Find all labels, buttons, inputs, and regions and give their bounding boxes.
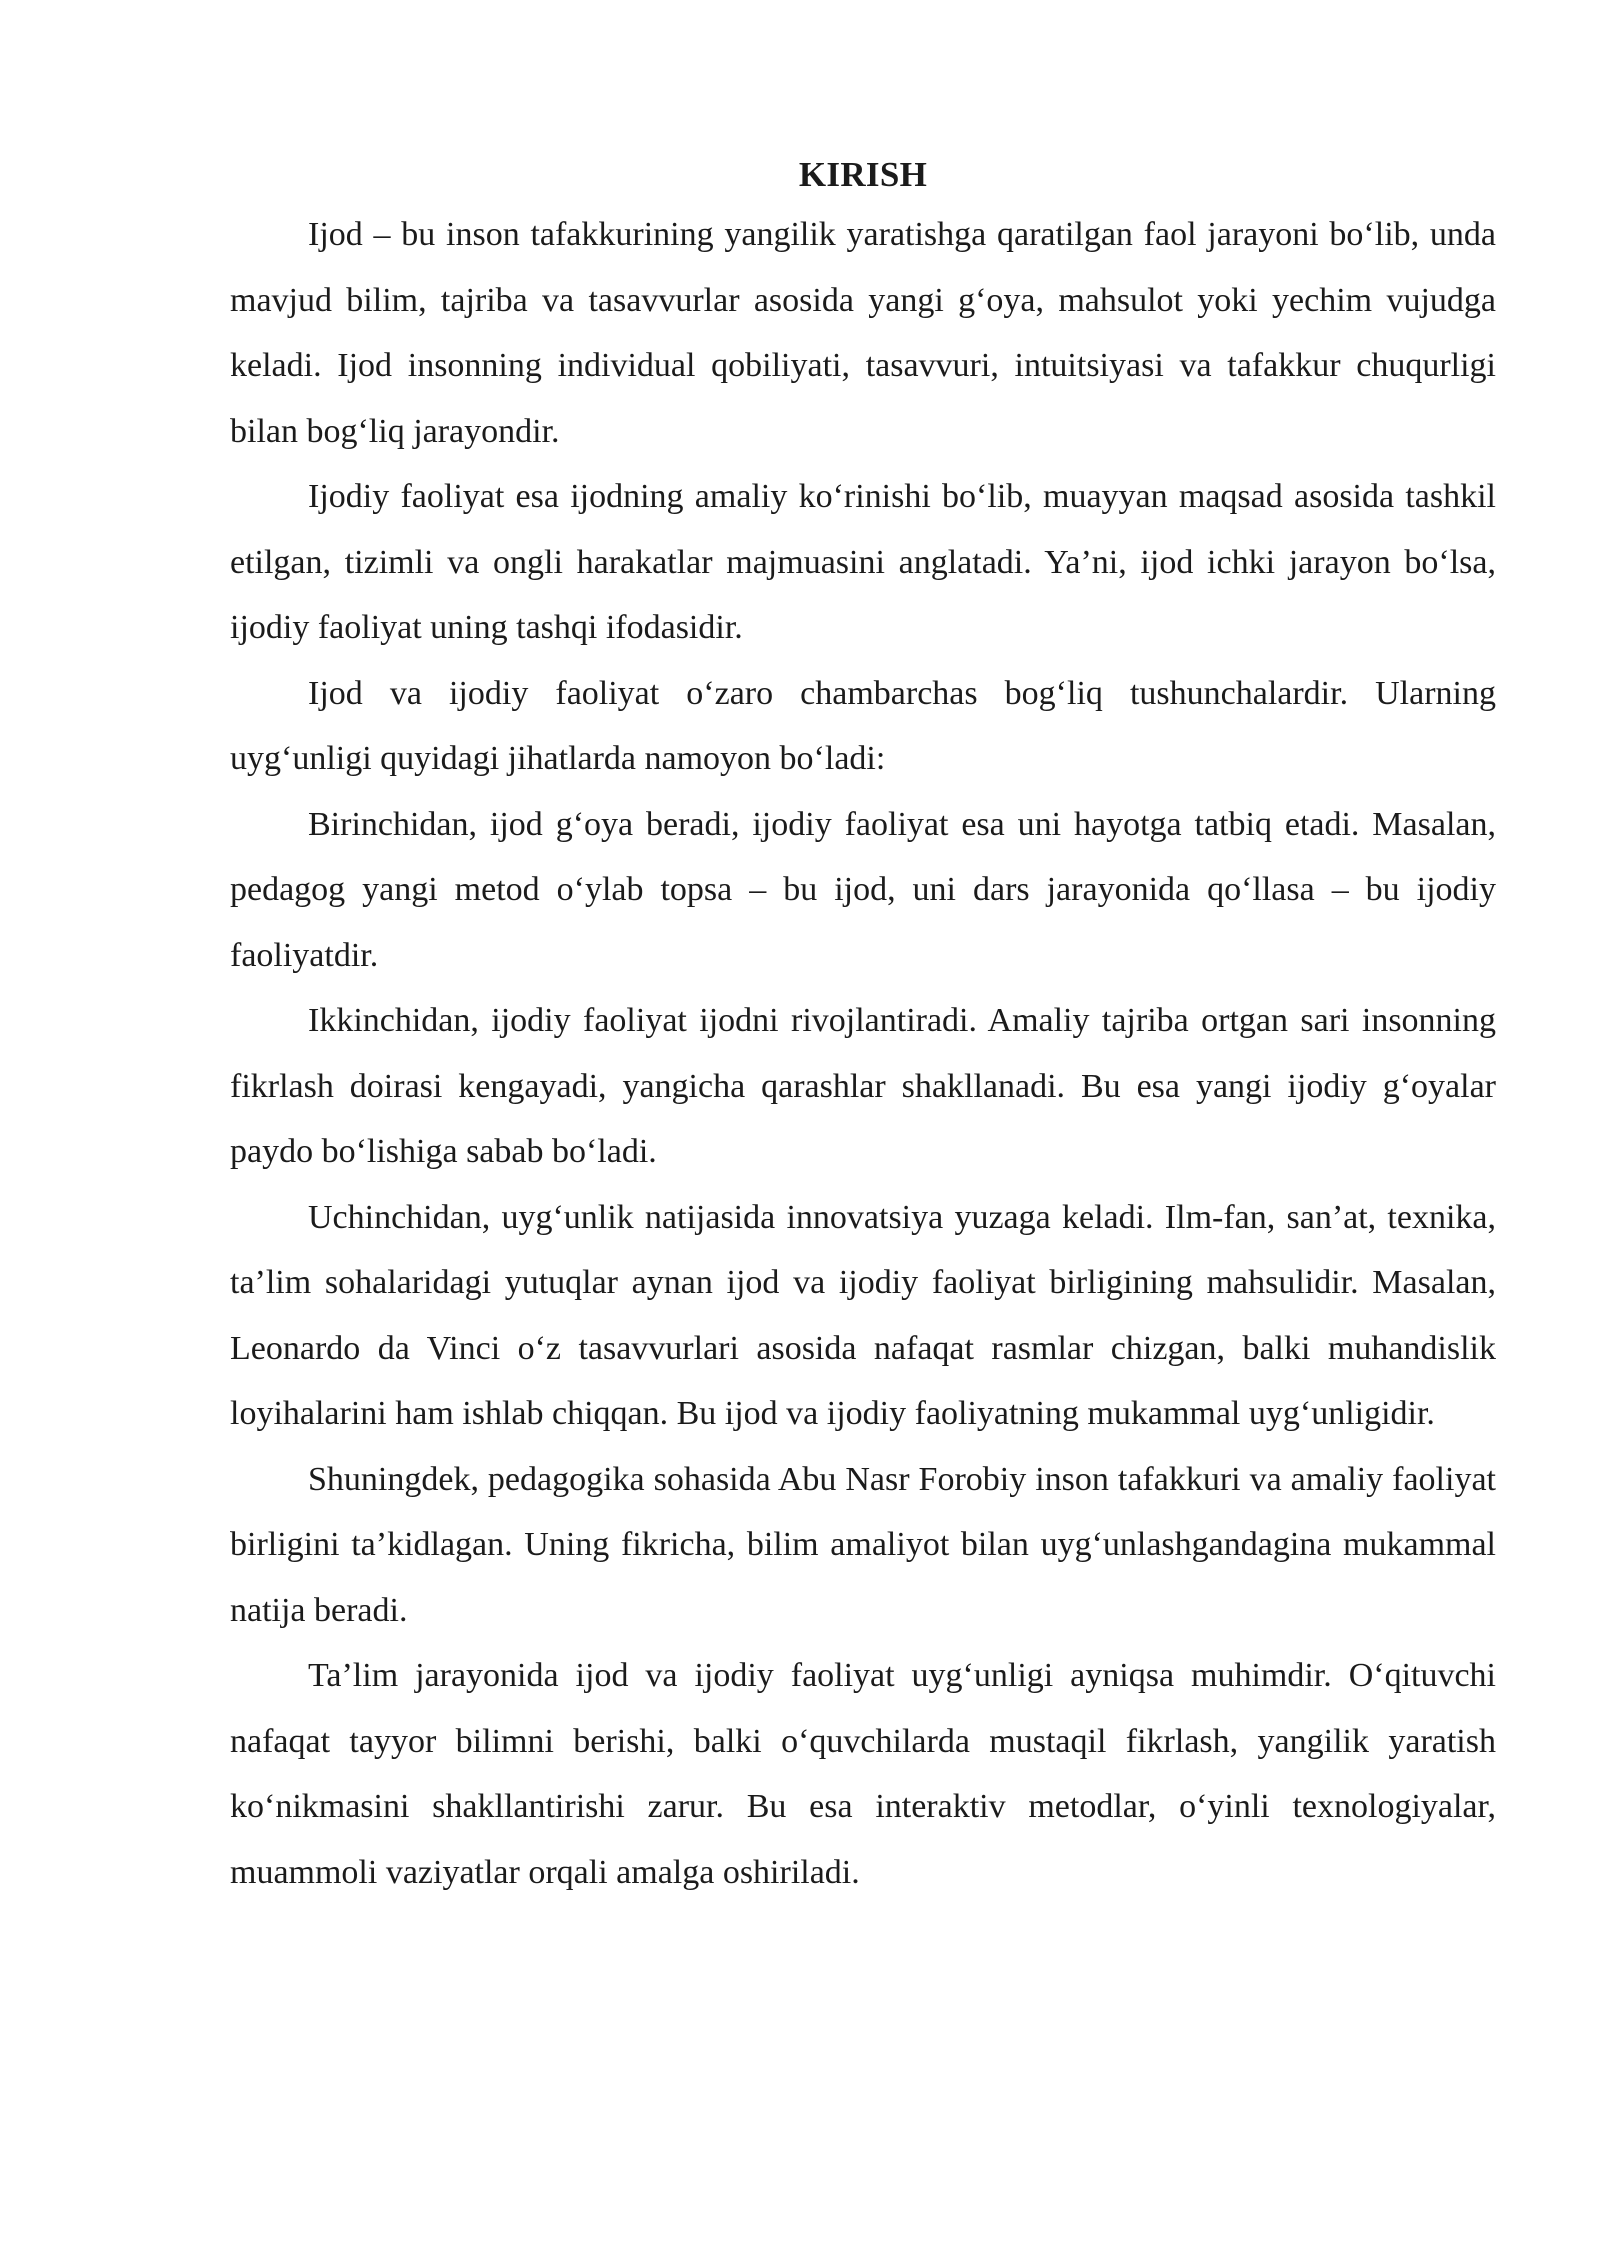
paragraph-ijod-definition: Ijod – bu inson tafakkurining yangilik yaratishga qaratilgan faol jarayoni bo‘lib, unda mavjud bilim, tajriba va tasavvurlar asosida yangi g‘oya, mahsulot yoki yechim vujudga keladi. Ijod insonning individual qobiliyati, tasavvuri, intuitsiyasi va tafakkur chuqurligi bilan bog‘liq jarayondir. xyxy=(230,216,1496,450)
document-body xyxy=(230,148,1496,1905)
document-title: KIRISH xyxy=(798,155,928,194)
paragraph-forobiy: Shuningdek, pedagogika sohasida Abu Nasr Forobiy inson tafakkuri va amaliy faoliyat birligini ta’kidlagan. Uning fikricha, bilim amaliyot bilan uyg‘unlashgandagina mukammal natija beradi. xyxy=(230,1460,1496,1629)
paragraph-third-point: Uchinchidan, uyg‘unlik natijasida innovatsiya yuzaga keladi. Ilm-fan, san’at, texnika, ta’lim sohalaridagi yutuqlar aynan ijod va ijodiy faoliyat birligining mahsulidir. Masalan, Leonardo da Vinci o‘z tasavvurlari asosida nafaqat rasmlar chizgan, balki muhandislik loyihalarini ham ishlab chiqqan. Bu ijod va ijodiy faoliyatning mukammal uyg‘unligidir. xyxy=(230,1198,1496,1432)
paragraph-ijodiy-faoliyat: Ijodiy faoliyat esa ijodning amaliy ko‘rinishi bo‘lib, muayyan maqsad asosida tashkil etilgan, tizimli va ongli harakatlar majmuasini anglatadi. Ya’ni, ijod ichki jarayon bo‘lsa, ijodiy faoliyat uning tashqi ifodasidir. xyxy=(230,478,1496,646)
paragraph-education: Ta’lim jarayonida ijod va ijodiy faoliyat uyg‘unligi ayniqsa muhimdir. O‘qituvchi nafaqat tayyor bilimni berishi, balki o‘quvchilarda mustaqil fikrlash, yangilik yaratish ko‘nikmasini shakllantirishi zarur. Bu esa interaktiv metodlar, o‘yinli texnologiyalar, muammoli vaziyatlar orqali amalga oshiriladi. xyxy=(230,1657,1496,1891)
paragraph-relationship: Ijod va ijodiy faoliyat o‘zaro chambarchas bog‘liq tushunchalardir. Ularning uyg‘unligi quyidagi jihatlarda namoyon bo‘ladi: xyxy=(230,674,1496,777)
paragraph-second-point: Ikkinchidan, ijodiy faoliyat ijodni rivojlantiradi. Amaliy tajriba ortgan sari insonning fikrlash doirasi kengayadi, yangicha qarashlar shakllanadi. Bu esa yangi ijodiy g‘oyalar paydo bo‘lishiga sabab bo‘ladi. xyxy=(230,1002,1496,1170)
paragraph-first-point: Birinchidan, ijod g‘oya beradi, ijodiy faoliyat esa uni hayotga tatbiq etadi. Masalan, pedagog yangi metod o‘ylab topsa – bu ijod, uni dars jarayonida qo‘llasa – bu ijodiy faoliyatdir. xyxy=(230,805,1496,974)
